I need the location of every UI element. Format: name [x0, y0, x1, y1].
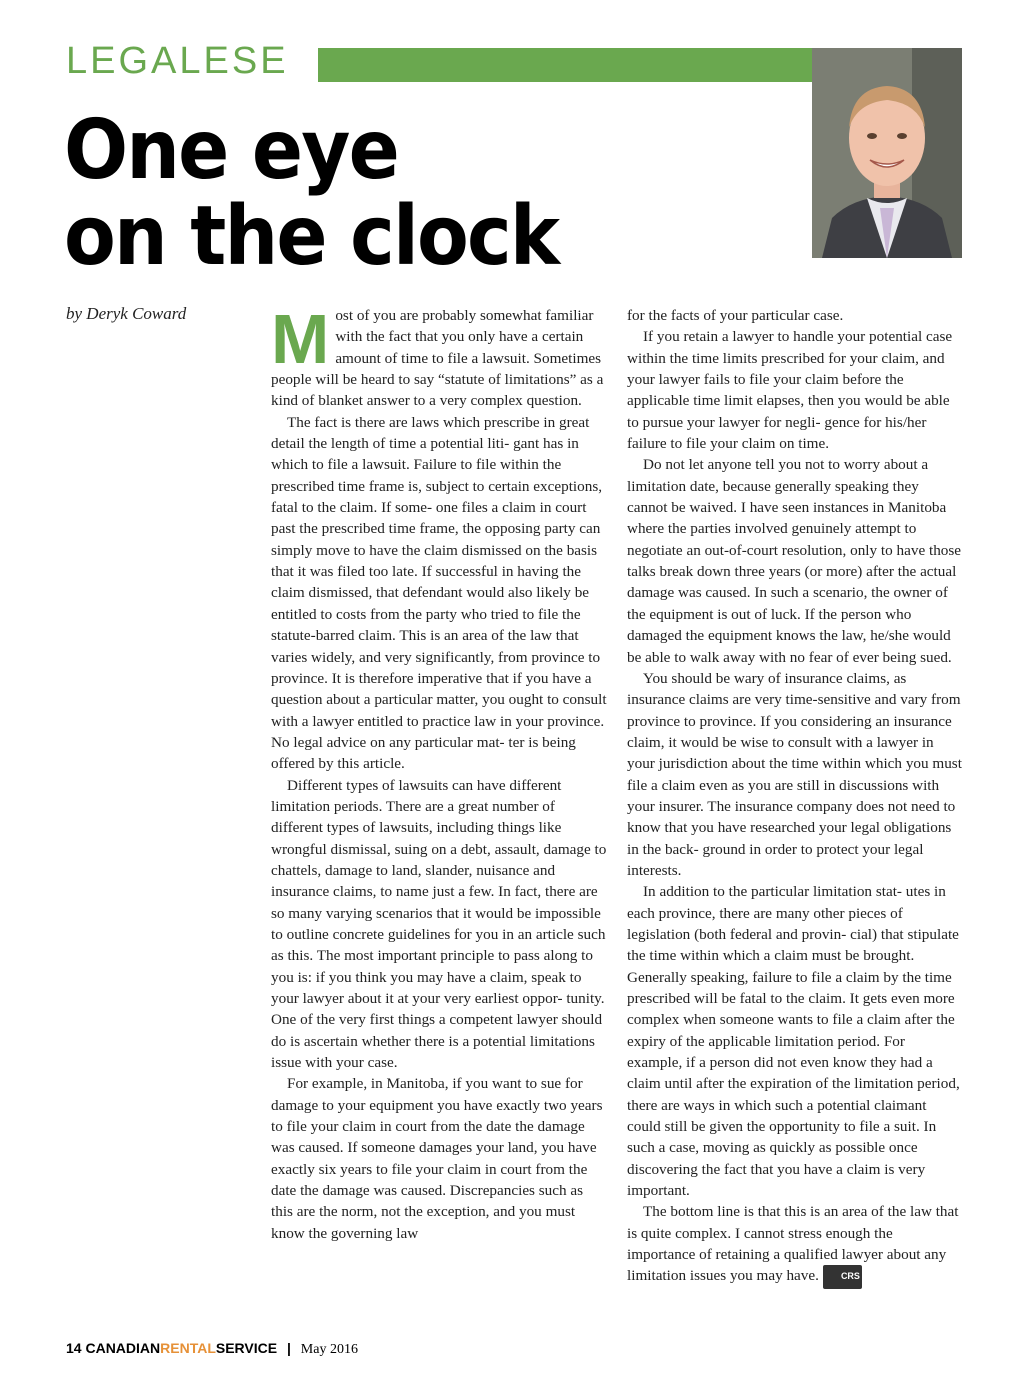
- issue-date: May 2016: [300, 1342, 358, 1357]
- article-column-2: [627, 305, 963, 1289]
- page-number: 14: [66, 1340, 82, 1356]
- paragraph: [271, 300, 607, 412]
- section-header-bar: [318, 48, 812, 82]
- paragraph: You should be wary of insurance claims, as insurance claims are very time-sensitive and vary from province to province. If you considering an insurance claim, it would be wise to consult with a lawyer in your jurisdiction about the time within which you must file a claim even as you are still in discussions with your insurer. The insurance company does not need to know that you have researched your legal obligations in the back- ground in order to protect your legal interests.: [627, 669, 962, 879]
- paragraph-text: ost of you are probably somewhat familiar with the fact that you only have a certain amount of time to file a lawsuit. Sometimes people will be heard to say “statute of limitations” as a kind of blanket answer to a very complex question.: [271, 307, 604, 410]
- author-photo: [812, 48, 962, 258]
- article-headline: [64, 103, 726, 284]
- headline-line-2: on the clock: [64, 189, 559, 284]
- paragraph: The fact is there are laws which prescribe in great detail the length of time a potential liti- gant has in which to file a lawsuit. Failure to file within the prescribed time frame is, subject to certain exceptions, fatal to the claim. If some- one files a claim in court past the prescribed time frame, the opposing party can simply move to have the claim dismissed on the basis that it was filed too late. If successful in having the claim dismissed, that defendant would also likely be entitled to costs from the party who tried to file the statute-barred claim. This is an area of the law that varies widely, and very significantly, from province to province. It is therefore imperative that if you have a question about a particular matter, you ought to consult with a lawyer entitled to practice law in your province. No legal advice on any particular mat- ter is being offered by this article.: [271, 413, 607, 773]
- paragraph: Different types of lawsuits can have different limitation periods. There are a great number of different types of lawsuits, including things like wrongful dismissal, suing on a debt, assault, damage to chattels, damage to land, slander, nuisance and insurance claims, to name just a few. In fact, there are so many varying scenarios that it would be impossible to outline concrete guidelines for you in an article such as this. The most important principle to pass along to you is: if you think you may have a claim, speak to your lawyer about it at your very earliest oppor- tunity. One of the very first things a competent lawyer should do is ascertain whether there is a potential limitations issue with your case.: [271, 776, 607, 1072]
- paragraph: for the facts of your particular case.: [627, 307, 844, 324]
- paragraph: [627, 1201, 963, 1288]
- footer-separator: |: [286, 1340, 291, 1356]
- headline-line-1: One eye: [64, 103, 398, 198]
- paragraph-text: The bottom line is that this is an area of the law that is quite complex. I cannot stress enough the importance of retaining a qualified lawyer about any limitation issues you may have.: [627, 1203, 959, 1285]
- paragraph: For example, in Manitoba, if you want to sue for damage to your equipment you have exactly two years to file your claim in court from the date the damage was caused. If someone damages your land, you have exactly six years to file your claim in court from the date the damage was caused. Discrepancies such as this are the norm, not the exception, and you must know the governing law: [271, 1075, 603, 1242]
- section-label: LEGALESE: [66, 40, 289, 82]
- paragraph: If you retain a lawyer to handle your potential case within the time limits prescribed for your claim, and your lawyer fails to file your claim before the applicable time limit elapses, then you would be able to pursue your lawyer for negli- gence for his/her failure to file your claim on time.: [627, 328, 953, 453]
- publication-name: CANADIANRENTALSERVICE: [85, 1340, 278, 1356]
- page-footer: [66, 1340, 358, 1358]
- paragraph: Do not let anyone tell you not to worry about a limitation date, because generally speaking they cannot be waived. I have seen instances in Manitoba where the parties involved genuinely attempt to negotiate an out-of-court resolution, only to have those talks break down three years (or more) after the actual damage was caused. In such a scenario, the owner of the equipment is out of luck. If the person who damaged the equipment knows the law, he/she would be able to walk away with no fear of ever being sued.: [627, 456, 962, 666]
- drop-cap: M: [271, 300, 330, 378]
- paragraph: In addition to the particular limitation stat- utes in each province, there are many other pieces of legislation (both federal and provin- cial) that stipulate the time within which a claim must be brought. Generally speaking, failure to file a claim by the time prescribed will be fatal to the claim. It gets even more complex when someone wants to file a claim after the expiry of the applicable limitation period. For example, if a person did not even know they had a claim until after the expiration of the limitation period, there are ways in which such a potential claimant could still be given the opportunity to file a suit. In such a case, moving as quickly as possible once discovering the fact that you have a claim is very important.: [627, 883, 960, 1200]
- end-mark-logo: CRS: [823, 1265, 862, 1288]
- article-column-1: [271, 300, 607, 1244]
- byline: by Deryk Coward: [66, 304, 187, 323]
